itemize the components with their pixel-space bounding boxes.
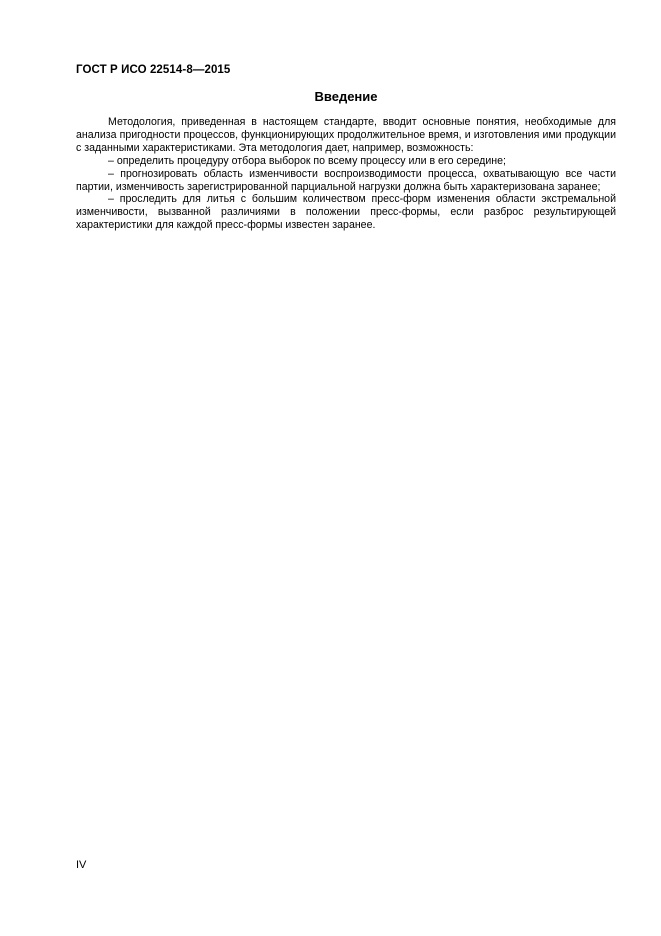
- document-code-header: ГОСТ Р ИСО 22514-8—2015: [76, 64, 231, 76]
- intro-paragraph: Методология, приведенная в настоящем стандарте, вводит основные понятия, необходимые для анализа пригодности процессов, функционирующих продолжительное время, и изготовления ими продукции с заданными характеристиками. Эта методология дает, например, возможность:: [76, 116, 616, 154]
- section-title: Введение: [314, 89, 378, 104]
- list-item: – определить процедуру отбора выборок по всему процессу или в его середине;: [108, 154, 506, 167]
- list-item: – проследить для литья с большим количеством пресс-форм изменения области экстремальной изменчивости, вызванной различиями в положении пресс-формы, если разброс результирующей характеристики для каждой пресс-формы известен заранее.: [76, 193, 616, 232]
- list-item: – прогнозировать область изменчивости воспроизводимости процесса, охватывающую все части партии, изменчивость зарегистрированной парциальной нагрузки должна быть характеризована заранее;: [76, 167, 616, 193]
- section-body: [76, 116, 616, 232]
- page-number: IV: [76, 859, 87, 871]
